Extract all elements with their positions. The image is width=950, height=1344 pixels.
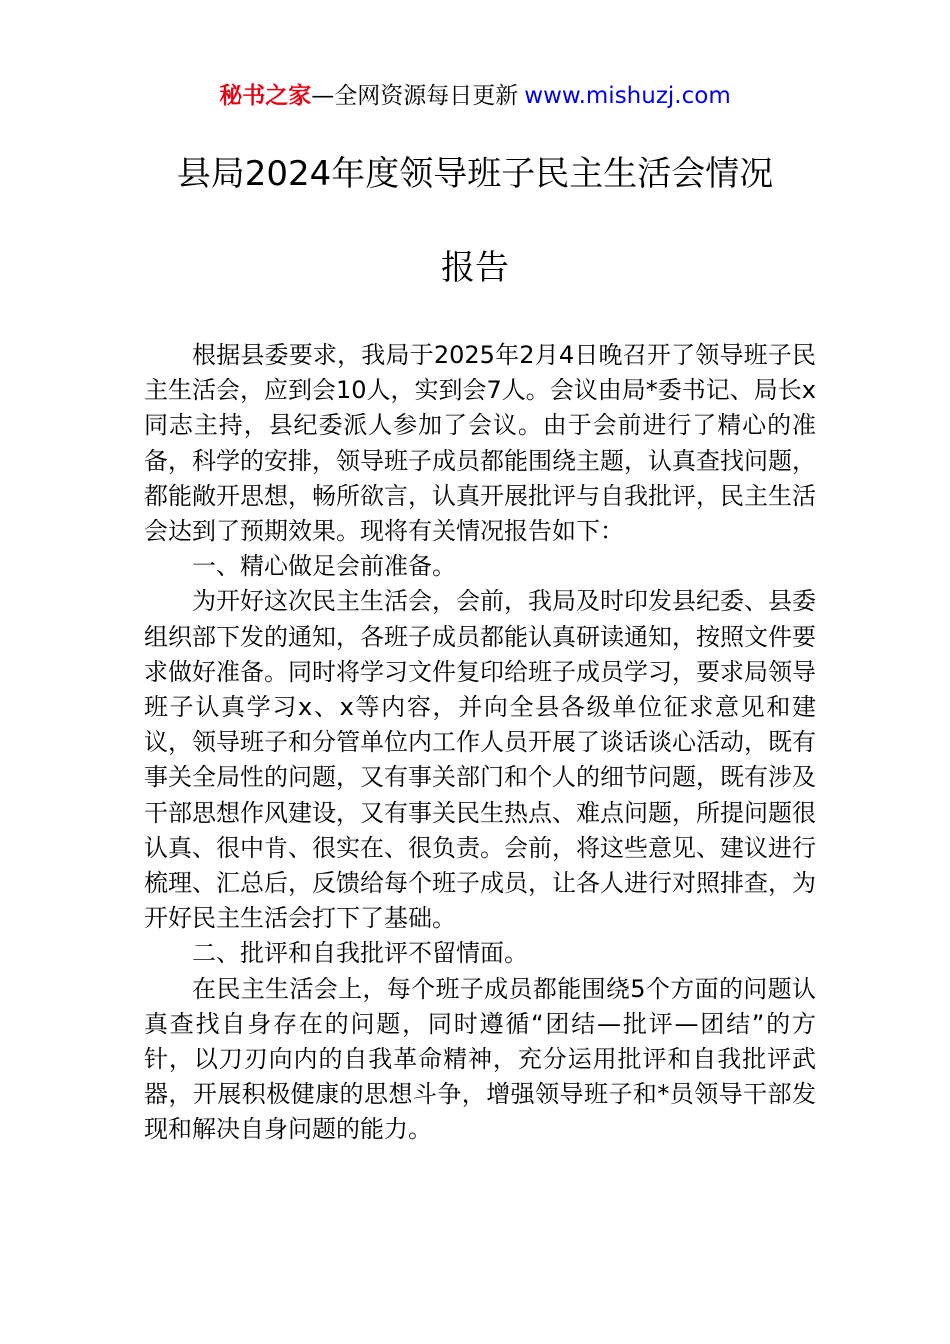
site-banner [0,80,950,112]
paragraph-preparation: 为开好这次民主生活会，会前，我局及时印发县纪委、县委组织部下发的通知，各班子成员都能认真研读通知，按照文件要求做好准备。同时将学习文件复印给班子成员学习，要求局领导班子认真学习x、x等内容，并向全县各级单位征求意见和建议，领导班子和分管单位内工作人员开展了谈话谈心活动，既有事关全局性的问题，又有事关部门和个人的细节问题，既有涉及干部思想作风建设，又有事关民生热点、难点问题，所提问题很认真、很中肯、很实在、很负责。会前，将这些意见、建议进行梳理、汇总后，反馈给每个班子成员，让各人进行对照排查，为开好民主生活会打下了基础。 [144,587,816,933]
document-title-line-2: 报告 [441,248,509,288]
banner-tagline: —全网资源每日更新 [311,83,519,109]
document-body [144,338,816,1148]
brand-name: 秘书之家 [219,83,312,109]
section-heading-1: 一、精心做足会前准备。 [192,552,456,581]
document-title-line-1: 县局2024年度领导班子民主生活会情况 [176,154,774,194]
paragraph-intro: 根据县委要求，我局于2025年2月4日晚召开了领导班子民主生活会，应到会10人，实到会7人。会议由局*委书记、局长x同志主持，县纪委派人参加了会议。由于会前进行了精心的准备，科学的安排，领导班子成员都能围绕主题，认真查找问题，都能敞开思想，畅所欲言，认真开展批评与自我批评，民主生活会达到了预期效果。现将有关情况报告如下： [144,341,817,546]
section-heading-2: 二、批评和自我批评不留情面。 [192,939,528,968]
paragraph-criticism: 在民主生活会上，每个班子成员都能围绕5个方面的问题认真查找自身存在的问题，同时遵循“团结—批评—团结”的方针，以刀刃向内的自我革命精神，充分运用批评和自我批评武器，开展积极健康的思想斗争，增强领导班子和*员领导干部发现和解决自身问题的能力。 [144,974,816,1144]
site-url[interactable]: www.mishuzj.com [524,83,731,109]
